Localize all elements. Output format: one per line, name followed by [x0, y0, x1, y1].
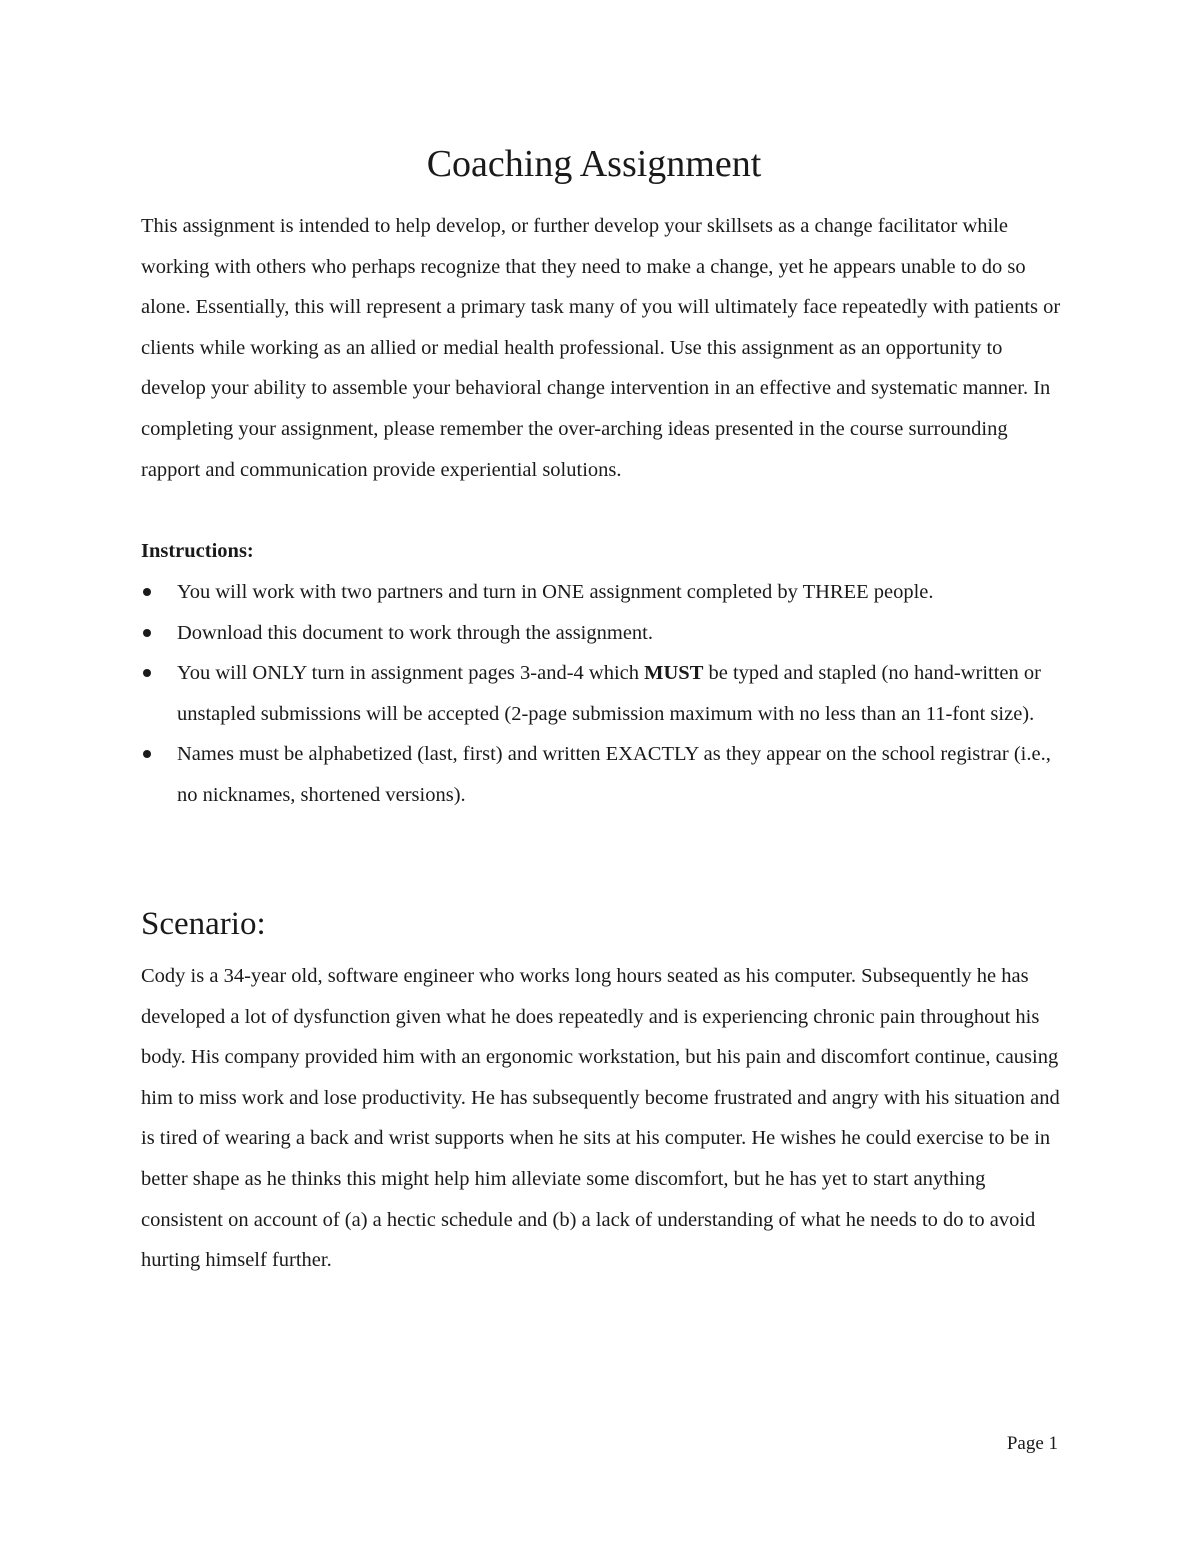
list-item — [141, 734, 1071, 815]
bullet-icon — [143, 669, 151, 677]
scenario-heading: Scenario: — [141, 906, 266, 942]
list-item-text-start: You will ONLY turn in assignment pages 3-and-4 which — [177, 662, 645, 685]
intro-paragraph: This assignment is intended to help develop, or further develop your skillsets as a change facilitator while working with others who perhaps recognize that they need to make a change, yet he appears unable to do so alone. Essentially, this will represent a primary task many of you will ultimately face repeatedly with patients or clients while working as an allied or medial health professional. Use this assignment as an opportunity to develop your ability to assemble your behavioral change intervention in an effective and systematic manner. In completing your assignment, please remember the over-arching ideas presented in the course surrounding rapport and communication provide experiential solutions. — [141, 215, 1061, 481]
instructions-list — [141, 572, 1071, 816]
list-item — [141, 613, 1071, 654]
list-item — [141, 572, 1071, 613]
scenario-paragraph: Cody is a 34-year old, software engineer who works long hours seated as his computer. Subsequently he has developed a lot of dysfunction given what he does repeatedly and is experiencing chronic pain throughout his body. His company provided him with an ergonomic workstation, but his pain and discomfort continue, causing him to miss work and lose productivity. He has subsequently become frustrated and angry with his situation and is tired of wearing a back and wrist supports when he sits at his computer. He wishes he could exercise to be in better shape as he thinks this might help him alleviate some discomfort, but he has yet to start anything consistent on account of (a) a hectic schedule and (b) a lack of understanding of what he needs to do to avoid hurting himself further. — [141, 965, 1060, 1272]
page-number: Page 1 — [1006, 1433, 1058, 1454]
bullet-icon — [143, 588, 151, 596]
bullet-icon — [143, 750, 151, 758]
list-item-text: Download this document to work through the assignment. — [177, 621, 653, 644]
list-item-text: You will work with two partners and turn in ONE assignment completed by THREE people. — [177, 581, 934, 603]
list-item-text: Names must be alphabetized (last, first) and written EXACTLY as they appear on the school registrar (i.e., no nicknames, shortened versions). — [177, 743, 1051, 806]
list-item — [141, 653, 1071, 734]
list-item-emphasis: MUST — [644, 662, 704, 685]
bullet-icon — [143, 629, 151, 637]
list-item-text-end: be typed and stapled (no hand-written or unstapled submissions will be accepted (2-page submission maximum with no less than an 11-font size). — [177, 662, 1041, 725]
instructions-heading: Instructions: — [141, 540, 254, 562]
document-title: Coaching Assignment — [426, 143, 762, 185]
